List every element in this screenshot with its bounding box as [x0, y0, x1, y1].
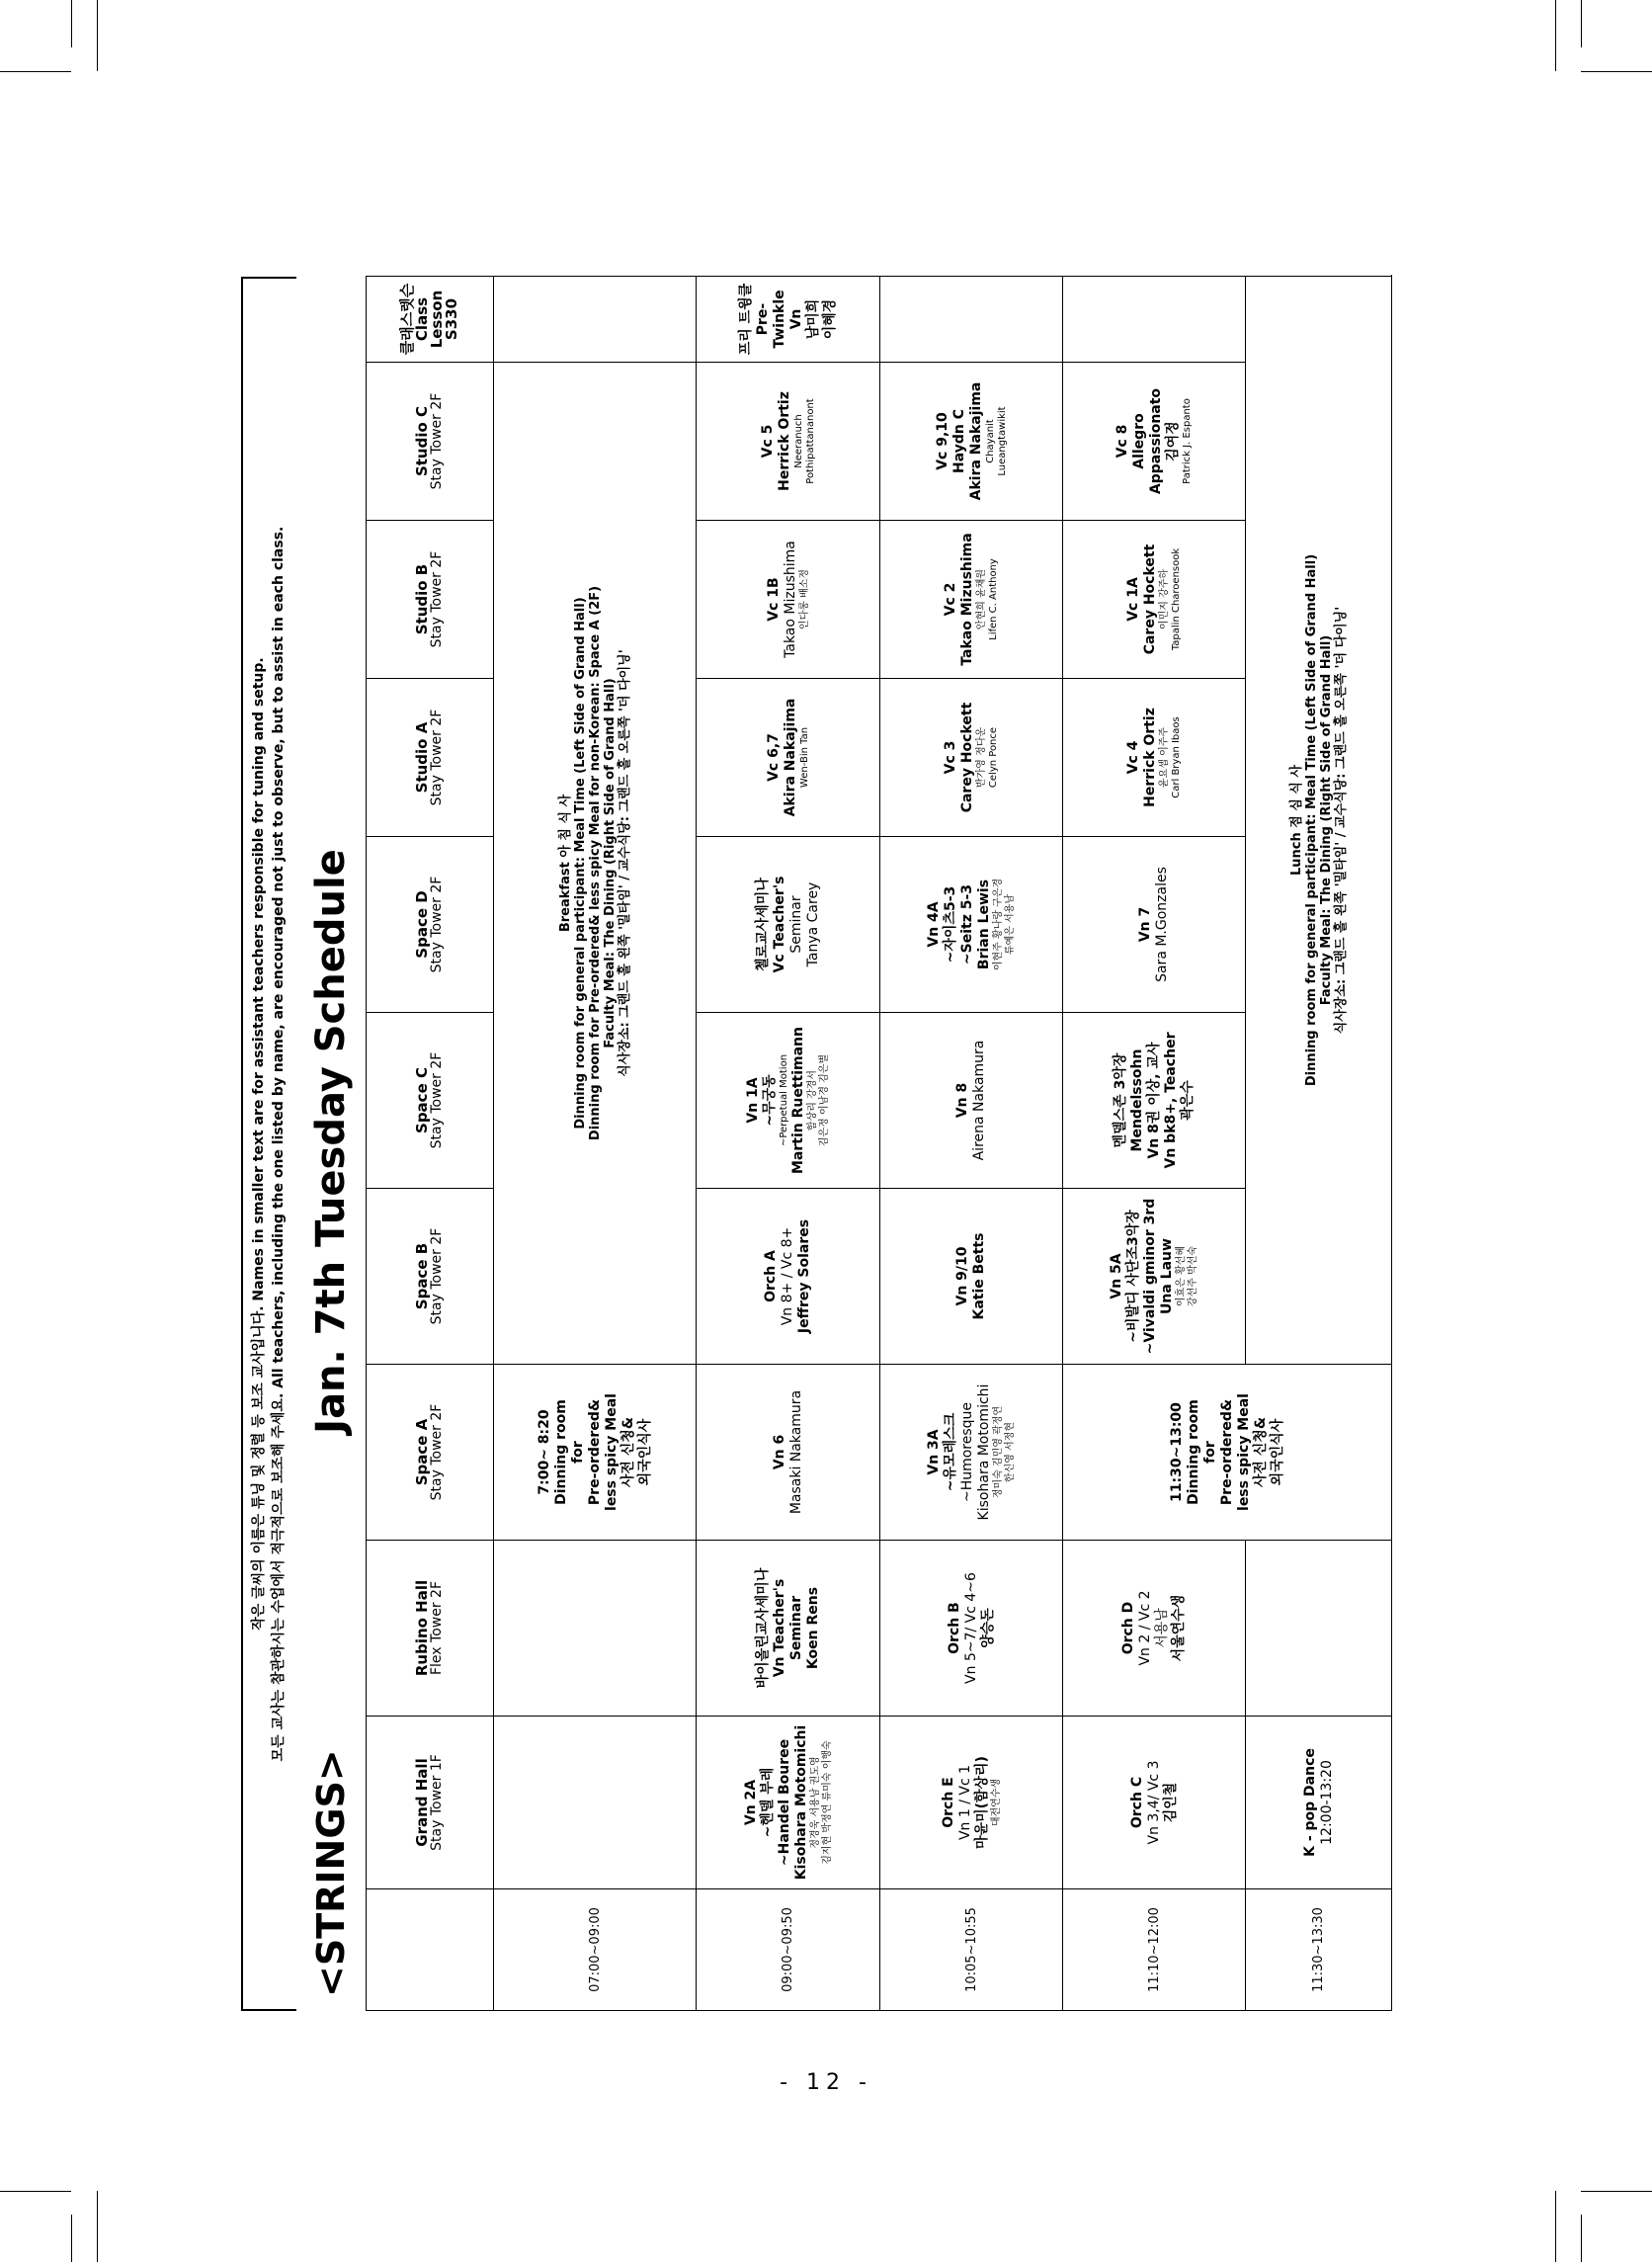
section-title: <STRINGS>	[309, 1749, 353, 1997]
class-cell: Vn 6 Masaki Nakamura	[697, 1365, 880, 1541]
notice-box	[241, 277, 296, 2011]
room-header: Studio C Stay Tower 2F	[367, 363, 494, 521]
class-cell: Vn 2A ~헨델 부레 ~Handel Bouree Kisohara Motomichi 정경욱 서용남 권도영 김지현 박정연 류미숙 이행숙	[697, 1717, 880, 1889]
class-cell: Orch D Vn 2 / Vc 2 서용남 서울연수생	[1063, 1541, 1246, 1717]
room-header: Studio B Stay Tower 2F	[367, 521, 494, 679]
space-a-meal-cell: 11:30~13:00 Dinning room for Pre-ordered& less spicy Meal 사전 신청& 외국인식사	[1063, 1365, 1392, 1541]
class-cell: 프리 트윙클 Pre-Twinkle Vn 남미희 이혜경	[697, 277, 880, 363]
class-cell: Vn 5A ~비발디 사단조3악장 ~Vivaldi gminor 3rd Una Lauw 이효은 황선혜 강선주 박선숙	[1063, 1189, 1246, 1365]
class-cell: 바이올린교사세미나 Vn Teacher's Seminar Koen Rens	[697, 1541, 880, 1717]
room-header: Rubino Hall Flex Tower 2F	[367, 1541, 494, 1717]
class-cell: Orch E Vn 1 / Vc 1 마윤미(함상리) 대전연수생	[880, 1717, 1063, 1889]
class-cell: Vc 1B Takao Mizushima 인다롱 배소정	[697, 521, 880, 679]
class-cell: Vc 4 Herrick Ortiz 윤요셉 이주주 Carl Bryan Ibaos	[1063, 679, 1246, 837]
notice-line-2: 모든 교사는 참관하시는 수업에서 적극적으로 보조해 주세요. All teachers, including the one listed by name, are encouraged not just to observe, but to assist in each class.	[271, 526, 287, 1762]
room-header: Space B Stay Tower 2F	[367, 1189, 494, 1365]
class-cell: Vc 6,7 Akira Nakajima Wen-Bin Tan	[697, 679, 880, 837]
rotated-schedule-page	[241, 272, 1409, 2011]
breakfast-cell: Breakfast 아 침 식 사 Dinning room for general participant: Meal Time (Left Side of Grand Hall) Dinning room for Pre-ordered& less spicy Meal for non-Korean: Space A (2F) Faculty Meal: The Dining (Right Side of Grand Hall) 식사장소: 그랜드 홀 왼쪽 '밀타임' / 교수식당: 그랜드 홀 오른쪽 '더 다이닝'	[494, 363, 697, 1365]
corner-cell	[367, 1889, 494, 2011]
crop-mark	[71, 0, 72, 47]
time-row	[1246, 277, 1392, 2011]
class-cell: Vc 8 Allegro Appassionato 김여정 Patrick J. Espanto	[1063, 363, 1246, 521]
crop-mark	[0, 2191, 71, 2192]
time-cell: 11:10~12:00	[1063, 1889, 1246, 2011]
page-number: - 12 -	[780, 2070, 872, 2095]
room-header: Space C Stay Tower 2F	[367, 1013, 494, 1189]
crop-mark	[1581, 0, 1582, 47]
time-row	[697, 277, 880, 2011]
class-cell: Vn 9/10 Katie Betts	[880, 1189, 1063, 1365]
header-row	[367, 277, 494, 2011]
room-header: Space A Stay Tower 2F	[367, 1365, 494, 1541]
empty-cell	[1246, 1541, 1392, 1717]
day-title: Jan. 7th Tuesday Schedule	[308, 849, 354, 1434]
time-row	[880, 277, 1063, 2011]
class-cell: Orch B Vn 5~7/ Vc 4~6 양승돈	[880, 1541, 1063, 1717]
class-cell: Vn 1A ~무궁동 ~Perpetual Motion Martin Ruettimann 함상리 강경서 김은정 이남경 김은별	[697, 1013, 880, 1189]
empty-cell	[494, 1717, 697, 1889]
space-a-meal-cell: 7:00~ 8:20 Dinning room for Pre-ordered& less spicy Meal 사전 신청& 외국인식사	[494, 1365, 697, 1541]
class-cell: Vc 2 Takao Mizushima 안현희 윤채원 Lifen C. Anthony	[880, 521, 1063, 679]
class-cell: Vn 4A ~자이츠5-3 ~Seitz 5-3 Brian Lewis 이현주 황나랑 구은경 류예은 서용남	[880, 837, 1063, 1013]
time-cell: 07:00~09:00	[494, 1889, 697, 2011]
class-cell: Vc 9,10 Haydn C Akira Nakajima Chayanit Lueangtawikit	[880, 363, 1063, 521]
room-header: Grand Hall Stay Tower 1F	[367, 1717, 494, 1889]
crop-mark	[1555, 2191, 1556, 2262]
time-cell: 09:00~09:50	[697, 1889, 880, 2011]
empty-cell	[494, 1541, 697, 1717]
crop-mark	[1581, 2215, 1582, 2262]
class-cell: Vn 8 Airena Nakamura	[880, 1013, 1063, 1189]
empty-cell	[1063, 277, 1246, 363]
crop-mark	[1581, 2191, 1652, 2192]
class-cell: Orch A Vn 8+ / Vc 8+ Jeffrey Solares	[697, 1189, 880, 1365]
room-header: Studio A Stay Tower 2F	[367, 679, 494, 837]
time-row	[494, 277, 697, 2011]
crop-mark	[71, 2215, 72, 2262]
schedule-table	[366, 276, 1392, 2011]
empty-cell	[880, 277, 1063, 363]
notice-line-1: 작은 글씨의 이름은 튜닝 및 정렬 등 보조 교사입니다. Names in smaller text are for assistant teachers responsible for tuning and setup.	[251, 657, 267, 1631]
time-cell: 10:05~10:55	[880, 1889, 1063, 2011]
crop-mark	[0, 71, 71, 72]
lunch-cell: Lunch 점 심 식 사 Dinning room for general participant: Meal Time (Left Side of Grand Hall) Faculty Meal: The Dining (Right Side of Grand Hall) 식사장소: 그랜드 홀 왼쪽 '밀타임' / 교수식당: 그랜드 홀 오른쪽 '더 다이닝'	[1246, 277, 1392, 1365]
class-cell: 첼로교사세미나 Vc Teacher's Seminar Tanya Carey	[697, 837, 880, 1013]
class-cell: Vn 7 Sara M.Gonzales	[1063, 837, 1246, 1013]
time-cell: 11:30~13:30	[1246, 1889, 1392, 2011]
class-cell: Orch C Vn 3,4/ Vc 3 김인철	[1063, 1717, 1246, 1889]
empty-cell	[494, 277, 697, 363]
class-cell: Vc 3 Carey Hockett 반가영 정다운 Celyn Ponce	[880, 679, 1063, 837]
class-cell: K - pop Dance 12:00-13:20	[1246, 1717, 1392, 1889]
class-cell: 멘델스존 3악장 Mendelssohn Vn 8권 이상, 교사 Vn bk8+, Teacher 곽은수	[1063, 1013, 1246, 1189]
crop-mark	[1581, 71, 1652, 72]
room-header: Space D Stay Tower 2F	[367, 837, 494, 1013]
class-cell: Vn 3A ~유모레스크 ~Humoresque Kisohara Motomichi 정미숙 김민영 곽정연 한신영 서정현	[880, 1365, 1063, 1541]
class-cell: Vc 5 Herrick Ortiz Neeranuch Pothipattananont	[697, 363, 880, 521]
class-cell: Vc 1A Carey Hockett 이민지 강주하 Tapalin Charoensook	[1063, 521, 1246, 679]
crop-mark	[1555, 0, 1556, 71]
crop-mark	[97, 2191, 98, 2262]
room-header: 클래스렛슨 Class Lesson S330	[367, 277, 494, 363]
time-row	[1063, 277, 1246, 2011]
crop-mark	[97, 0, 98, 71]
